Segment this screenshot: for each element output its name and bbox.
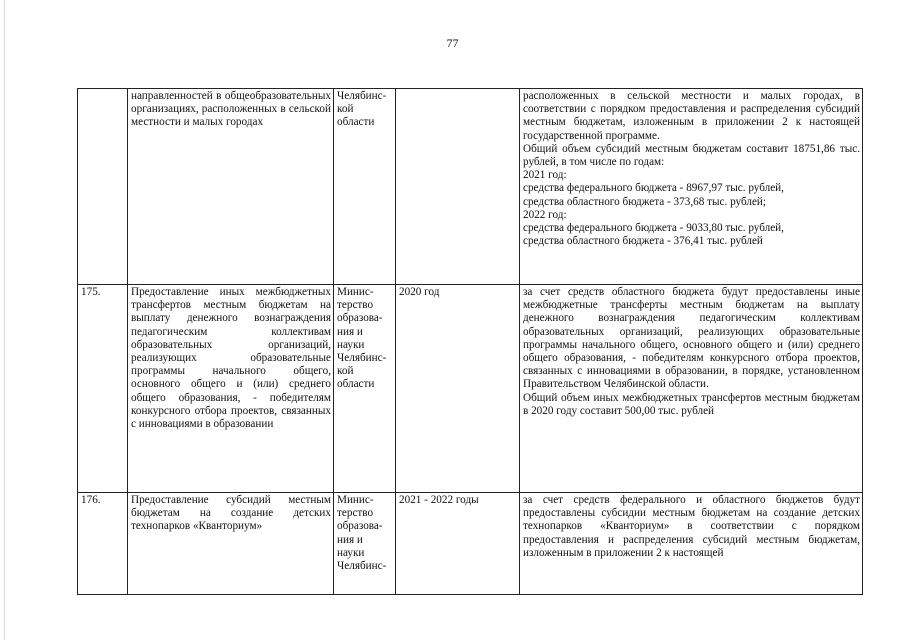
- description-cell: [520, 493, 863, 595]
- description-paragraph: средства областного бюджета - 376,41 тыс. рублей: [523, 235, 763, 248]
- description-paragraph: Общий объем субсидий местным бюджетам составит 18751,86 тыс. рублей, в том числе по годам:: [523, 142, 860, 169]
- description-paragraph: средства федерального бюджета - 8967,97 тыс. рублей,: [523, 182, 784, 195]
- row-number-cell: 176.: [78, 493, 128, 595]
- executor-line: терство: [337, 299, 374, 312]
- executor-line: образова-: [337, 312, 383, 325]
- executor-cell: [334, 285, 396, 493]
- executor-cell: [334, 493, 396, 595]
- page-number: 77: [446, 36, 459, 50]
- executor-line: области: [337, 116, 375, 129]
- table-row: [78, 493, 863, 595]
- measure-name-cell: Предоставление субсидий местным бюджетам на создание детских технопарков «Кванториум»: [128, 493, 334, 595]
- executor-line: Челябинс-: [337, 560, 387, 573]
- executor-line: ния и: [337, 325, 363, 338]
- period-cell: 2021 - 2022 годы: [396, 493, 520, 595]
- description-paragraph: Общий объем иных межбюджетных трансфертов местным бюджетам в 2020 году составит 500,00 тыс. рублей: [523, 391, 860, 417]
- measure-name-cell: направленностей в общеобразовательных организациях, расположенных в сельской местности и малых городах: [128, 89, 334, 285]
- executor-line: Челябинс-: [337, 90, 387, 102]
- program-measures-table: [77, 88, 863, 595]
- description-paragraph: средства федерального бюджета - 9033,80 тыс. рублей,: [523, 222, 784, 235]
- executor-line: Минис-: [337, 286, 374, 298]
- executor-line: ния и: [337, 533, 363, 546]
- description-paragraph: за счет средств областного бюджета будут предоставлены иные межбюджетные трансферты местным бюджетам на выплату денежного вознаграждения педагогическим коллективам образовательных организаций, реализующих образовательные программы начального общего, основного общего и (или) среднего общего образования, - победителям конкурсного отбора проектов, связанных с инновациями в образовании, в порядке, установленном Правительством Челябинской области.: [523, 286, 860, 391]
- row-number-cell: 175.: [78, 285, 128, 493]
- row-number-cell: [78, 89, 128, 285]
- executor-line: терство: [337, 507, 374, 520]
- executor-line: Челябинс-: [337, 352, 387, 365]
- executor-line: науки: [337, 338, 365, 351]
- description-paragraph: 2021 год:: [523, 169, 567, 182]
- measure-name-cell: Предоставление иных межбюджетных трансфертов местным бюджетам на выплату денежного вознаграждения педагогическим коллективам образовательных организаций, реализующих образовательные программы начального общего, основного общего и (или) среднего общего образования, - победителям конкурсного отбора проектов, связанных с инновациями в образовании: [128, 285, 334, 493]
- executor-line: Минис-: [337, 494, 374, 506]
- period-cell: 2020 год: [396, 285, 520, 493]
- description-paragraph: расположенных в сельской местности и малых городах, в соответствии с порядком предоставления и распределения субсидий местным бюджетам, изложенным в приложении 2 к настоящей государственной программе.: [523, 90, 860, 142]
- table-row: [78, 89, 863, 285]
- description-paragraph: 2022 год:: [523, 208, 567, 221]
- table-row: [78, 285, 863, 493]
- executor-line: кой: [337, 103, 354, 116]
- scan-edge-mark: [4, 0, 5, 640]
- executor-cell: [334, 89, 396, 285]
- description-paragraph: за счет средств федерального и областного бюджетов будут предоставлены субсидии местным бюджетам на создание детских технопарков «Кванториум» в соответствии с порядком предоставления и распределения субсидий местным бюджетам, изложенным в приложении 2 к настоящей: [523, 494, 860, 559]
- description-cell: [520, 89, 863, 285]
- executor-line: науки: [337, 546, 365, 559]
- executor-line: кой: [337, 365, 354, 378]
- period-cell: [396, 89, 520, 285]
- executor-line: образова-: [337, 520, 383, 533]
- description-paragraph: средства областного бюджета - 373,68 тыс. рублей;: [523, 195, 767, 208]
- description-cell: [520, 285, 863, 493]
- executor-line: области: [337, 378, 375, 391]
